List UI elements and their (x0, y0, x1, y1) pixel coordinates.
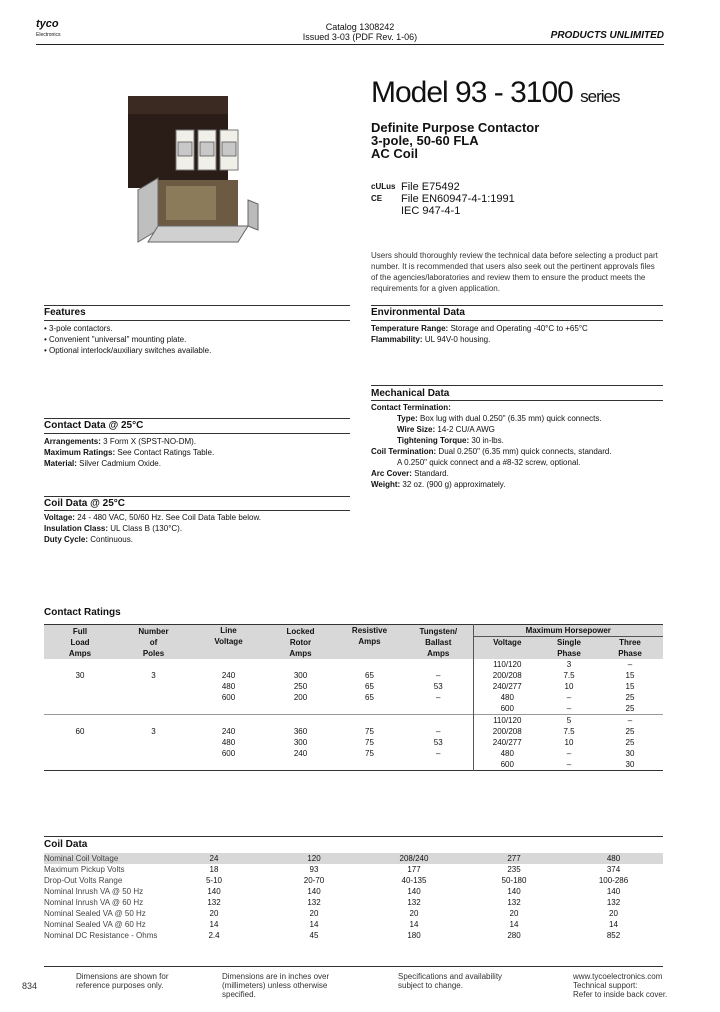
table-cell: 235 (507, 865, 521, 874)
page-number: 834 (22, 981, 38, 991)
table-cell (335, 703, 404, 715)
table-cell (44, 659, 116, 670)
table-cell (44, 748, 116, 759)
table-cell (116, 759, 191, 771)
table-cell (44, 737, 116, 748)
table-cell: – (404, 692, 473, 703)
row-label: Maximum Pickup Volts (44, 865, 125, 874)
table-cell: 600 (221, 749, 236, 758)
table-cell: 25 (625, 704, 635, 713)
contact-data-rule (44, 418, 350, 419)
table-cell: 140 (207, 887, 221, 896)
table-row (44, 908, 663, 919)
table-cell: 7.5 (563, 671, 575, 680)
table-row (44, 670, 663, 681)
table-cell: 14 (209, 920, 219, 929)
feature-item: • 3-pole contactors. (44, 324, 113, 333)
subtitle-line-3: AC Coil (371, 146, 418, 161)
cert-iec: IEC 947-4-1 (401, 205, 461, 217)
table-row (44, 703, 663, 715)
footer-col-1: Dimensions are shown for reference purposes only. (76, 972, 169, 990)
duty-cycle: Duty Cycle: Continuous. (44, 535, 133, 544)
table-cell: 93 (309, 865, 319, 874)
flammability: Flammability: UL 94V-0 housing. (371, 335, 491, 344)
table-cell (191, 703, 266, 715)
coil-data-title: Coil Data @ 25°C (44, 498, 125, 509)
table-cell: 30 (625, 749, 635, 758)
arc-cover: Arc Cover: Standard. (371, 469, 449, 478)
table-cell: 200 (293, 693, 308, 702)
model-number: Model 93 - 3100 (371, 76, 573, 109)
table-cell (335, 659, 404, 670)
table-cell: 110/120 (493, 716, 522, 725)
table-cell (191, 659, 266, 670)
table-cell (116, 659, 191, 670)
coil-voltage: Voltage: 24 - 480 VAC, 50/60 Hz. See Coil Data Table below. (44, 513, 262, 522)
row-label: Drop-Out Volts Range (44, 876, 123, 885)
coil-data-section (44, 498, 350, 545)
header-rule (36, 44, 664, 45)
table-cell: 20 (509, 909, 519, 918)
user-notice: Users should thoroughly review the technical data before selecting a product part number. It is recommended that users also seek out the pertinent approvals files of the agencies/laboratories and review them to ensure the product meets the requirements for a given application. (371, 251, 658, 293)
mechanical-rule (371, 385, 663, 386)
table-cell: 208/240 (364, 853, 464, 864)
brand-logo: tyco (36, 18, 59, 30)
coil-data-table (44, 853, 663, 941)
catalog-number: Catalog 1308242 (325, 22, 395, 32)
table-cell (44, 715, 116, 727)
features-list (44, 323, 350, 356)
table-cell: 15 (625, 671, 635, 680)
table-cell (266, 659, 335, 670)
environmental-rule (371, 305, 663, 306)
row-label: Nominal Sealed VA @ 50 Hz (44, 909, 146, 918)
table-row (44, 897, 663, 908)
table-cell: 374 (606, 865, 621, 874)
table-cell: 25 (625, 738, 635, 747)
table-cell: 240 (293, 749, 308, 758)
table-cell: 177 (407, 865, 421, 874)
table-cell: 250 (293, 682, 308, 691)
table-cell (116, 748, 191, 759)
table-row (44, 919, 663, 930)
table-row (44, 692, 663, 703)
table-cell (404, 715, 473, 727)
table-cell: 53 (404, 681, 473, 692)
table-cell: 277 (464, 853, 564, 864)
catalog-issue: Issued 3-03 (PDF Rev. 1-06) (302, 32, 418, 42)
table-cell: 75 (365, 738, 374, 747)
table-cell: 25 (625, 693, 635, 702)
header-single-phase: Single Phase (541, 637, 597, 660)
features-title: Features (44, 307, 86, 318)
table-cell: 3 (151, 727, 156, 736)
table-cell: 132 (507, 898, 521, 907)
ce-icon: CE (371, 194, 383, 203)
table-cell: 25 (625, 727, 635, 736)
header-poles: Number of Poles (116, 625, 191, 660)
feature-item: • Optional interlock/auxiliary switches available. (44, 346, 212, 355)
table-cell: – (566, 693, 572, 702)
mechanical-title: Mechanical Data (371, 388, 450, 399)
insulation-class: Insulation Class: UL Class B (130°C). (44, 524, 183, 533)
row-label: Nominal Inrush VA @ 50 Hz (44, 887, 144, 896)
table-row (44, 864, 663, 875)
table-row (44, 748, 663, 759)
row-label: Nominal Sealed VA @ 60 Hz (44, 920, 146, 929)
table-cell (44, 759, 116, 771)
arrangements: Arrangements: 3 Form X (SPST-NO-DM). (44, 437, 197, 446)
table-cell (116, 681, 191, 692)
table-cell (191, 715, 266, 727)
table-cell: 15 (625, 682, 635, 691)
table-cell (191, 759, 266, 771)
cert-en-file: File EN60947-4-1:1991 (401, 193, 515, 205)
header-max-horsepower: Maximum Horsepower (473, 625, 663, 637)
table-cell: 140 (606, 887, 621, 896)
table-cell: 20 (309, 909, 319, 918)
coil-data-rule (44, 496, 350, 497)
table-cell: 30 (75, 671, 85, 680)
table-cell: 24 (164, 853, 264, 864)
mechanical-section (371, 388, 663, 490)
contact-ratings-table (44, 624, 663, 771)
table-cell (44, 681, 116, 692)
table-cell: 480 (221, 682, 236, 691)
table-cell (404, 759, 473, 771)
brand-subtitle: Electronics (36, 32, 61, 38)
table-row (44, 853, 663, 864)
table-cell: 5-10 (205, 876, 222, 885)
website-link[interactable]: www.tycoelectronics.com (573, 972, 663, 981)
table-cell: 240 (221, 671, 236, 680)
product-subtitle (371, 121, 539, 160)
table-cell: 200/208 (492, 671, 522, 680)
table-cell: 132 (207, 898, 221, 907)
features-rule (44, 305, 350, 306)
table-cell: 480 (500, 749, 514, 758)
footer-rule (44, 966, 663, 967)
table-cell: 140 (307, 887, 321, 896)
table-cell: – (404, 670, 473, 681)
table-cell: 300 (293, 738, 308, 747)
maximum-ratings: Maximum Ratings: See Contact Ratings Table. (44, 448, 215, 457)
table-cell: 75 (365, 749, 374, 758)
table-row (44, 726, 663, 737)
header-locked-rotor: Locked Rotor Amps (266, 625, 335, 660)
table-cell: 480 (221, 738, 236, 747)
footer-col-4: www.tycoelectronics.com Technical support: Refer to inside back cover. (573, 972, 673, 999)
model-title (371, 76, 620, 110)
table-cell (44, 703, 116, 715)
table-cell (116, 737, 191, 748)
products-unlimited-label: PRODUCTS UNLIMITED (550, 30, 664, 41)
table-cell: 75 (365, 727, 374, 736)
coil-table-title: Coil Data (44, 839, 88, 850)
table-cell: 45 (309, 931, 319, 940)
temperature-range: Temperature Range: Storage and Operating -40°C to +65°C (371, 324, 588, 333)
table-cell: 480 (564, 853, 663, 864)
table-cell: 480 (500, 693, 514, 702)
table-cell: – (566, 760, 572, 769)
header-line-voltage: Line Voltage (191, 625, 266, 660)
table-cell: 30 (625, 760, 635, 769)
ul-icon: cULus (371, 182, 396, 191)
row-label: Nominal Coil Voltage (44, 853, 164, 864)
table-cell: 110/120 (493, 660, 522, 669)
table-cell (404, 659, 473, 670)
table-cell: 65 (365, 682, 374, 691)
table-cell: 14 (509, 920, 519, 929)
header-full-load: Full Load Amps (44, 625, 116, 660)
subtitle-line-1: Definite Purpose Contactor (371, 120, 540, 135)
coil-termination-optional: A 0.250" quick connect and a #8-32 screw, optional. (397, 458, 581, 467)
table-cell: 14 (409, 920, 419, 929)
weight: Weight: 32 oz. (900 g) approximately. (371, 480, 506, 489)
contact-material: Material: Silver Cadmium Oxide. (44, 459, 161, 468)
table-row (44, 886, 663, 897)
table-row (44, 930, 663, 941)
row-label: Nominal Inrush VA @ 60 Hz (44, 898, 144, 907)
table-cell: – (404, 748, 473, 759)
feature-item: • Convenient "universal" mounting plate. (44, 335, 187, 344)
footer-col-3: Specifications and availability subject to change. (398, 972, 503, 990)
table-cell: 10 (564, 738, 574, 747)
table-cell: – (627, 660, 633, 669)
table-cell: 14 (609, 920, 618, 929)
table-cell: 50-180 (501, 876, 527, 885)
table-cell (116, 715, 191, 727)
certifications (371, 181, 515, 217)
table-cell: 100-286 (598, 876, 629, 885)
table-cell: 65 (365, 693, 374, 702)
table-cell: 10 (564, 682, 574, 691)
table-cell: 240/277 (492, 682, 522, 691)
contact-ratings-title: Contact Ratings (44, 607, 121, 618)
coil-termination: Coil Termination: Dual 0.250" (6.35 mm) quick connects, standard. (371, 447, 612, 456)
table-cell: – (566, 749, 572, 758)
table-cell: 7.5 (563, 727, 575, 736)
table-cell: 140 (407, 887, 421, 896)
table-cell: 5 (566, 716, 572, 725)
table-row (44, 759, 663, 771)
header-hp-voltage: Voltage (473, 637, 541, 660)
table-row (44, 659, 663, 670)
table-cell: 360 (293, 727, 308, 736)
table-cell: – (627, 716, 633, 725)
table-cell: 600 (221, 693, 236, 702)
table-cell: 280 (507, 931, 521, 940)
table-cell: 140 (507, 887, 521, 896)
header-resistive: Resistive Amps (335, 625, 404, 660)
tightening-torque: Tightening Torque: 30 in-lbs. (397, 436, 504, 445)
environmental-section (371, 307, 663, 345)
table-cell: 20 (409, 909, 419, 918)
table-cell: – (566, 704, 572, 713)
table-row (44, 681, 663, 692)
table-cell: 20-70 (303, 876, 325, 885)
table-cell (116, 692, 191, 703)
table-cell: 40-135 (401, 876, 427, 885)
table-cell: 240/277 (492, 738, 522, 747)
table-cell: 60 (75, 727, 85, 736)
table-cell (116, 703, 191, 715)
table-cell (266, 759, 335, 771)
table-cell: 3 (151, 671, 156, 680)
contact-data-section (44, 420, 350, 469)
termination-type: Type: Box lug with dual 0.250" (6.35 mm) quick connects. (397, 414, 602, 423)
wire-size: Wire Size: 14-2 CU/A AWG (397, 425, 495, 434)
table-cell (266, 703, 335, 715)
table-row (44, 737, 663, 748)
header-tungsten: Tungsten/ Ballast Amps (404, 625, 473, 660)
table-cell: 300 (293, 671, 308, 680)
table-cell: 2.4 (208, 931, 220, 940)
table-cell: 132 (407, 898, 421, 907)
table-cell: 20 (609, 909, 618, 918)
environmental-title: Environmental Data (371, 307, 465, 318)
table-cell: 132 (307, 898, 321, 907)
table-cell: 120 (264, 853, 364, 864)
cert-ul-file: File E75492 (401, 181, 460, 193)
row-label: Nominal DC Resistance - Ohms (44, 931, 158, 940)
table-cell: 240 (221, 727, 236, 736)
footer-col-2: Dimensions are in inches over (millimeters) unless otherwise specified. (222, 972, 330, 999)
contactor-photo (118, 80, 268, 250)
model-series: series (580, 87, 620, 106)
table-cell: 14 (309, 920, 319, 929)
table-cell (335, 759, 404, 771)
table-cell: 200/208 (492, 727, 522, 736)
table-cell: 852 (606, 931, 621, 940)
header-three-phase: Three Phase (597, 637, 663, 660)
table-cell: 53 (404, 737, 473, 748)
contact-termination-label: Contact Termination: (371, 403, 451, 412)
table-cell (44, 692, 116, 703)
table-cell: – (404, 726, 473, 737)
table-cell (266, 715, 335, 727)
features-section (44, 307, 350, 356)
table-cell: 3 (566, 660, 572, 669)
table-cell: 20 (209, 909, 219, 918)
table-row (44, 715, 663, 727)
contact-data-title: Contact Data @ 25°C (44, 420, 144, 431)
table-cell: 600 (500, 760, 514, 769)
table-row (44, 875, 663, 886)
table-cell: 600 (500, 704, 514, 713)
table-cell: 18 (209, 865, 219, 874)
table-cell: 65 (365, 671, 374, 680)
subtitle-line-2: 3-pole, 50-60 FLA (371, 133, 479, 148)
table-cell (404, 703, 473, 715)
table-cell (335, 715, 404, 727)
table-cell: 180 (407, 931, 421, 940)
table-cell: 132 (606, 898, 621, 907)
